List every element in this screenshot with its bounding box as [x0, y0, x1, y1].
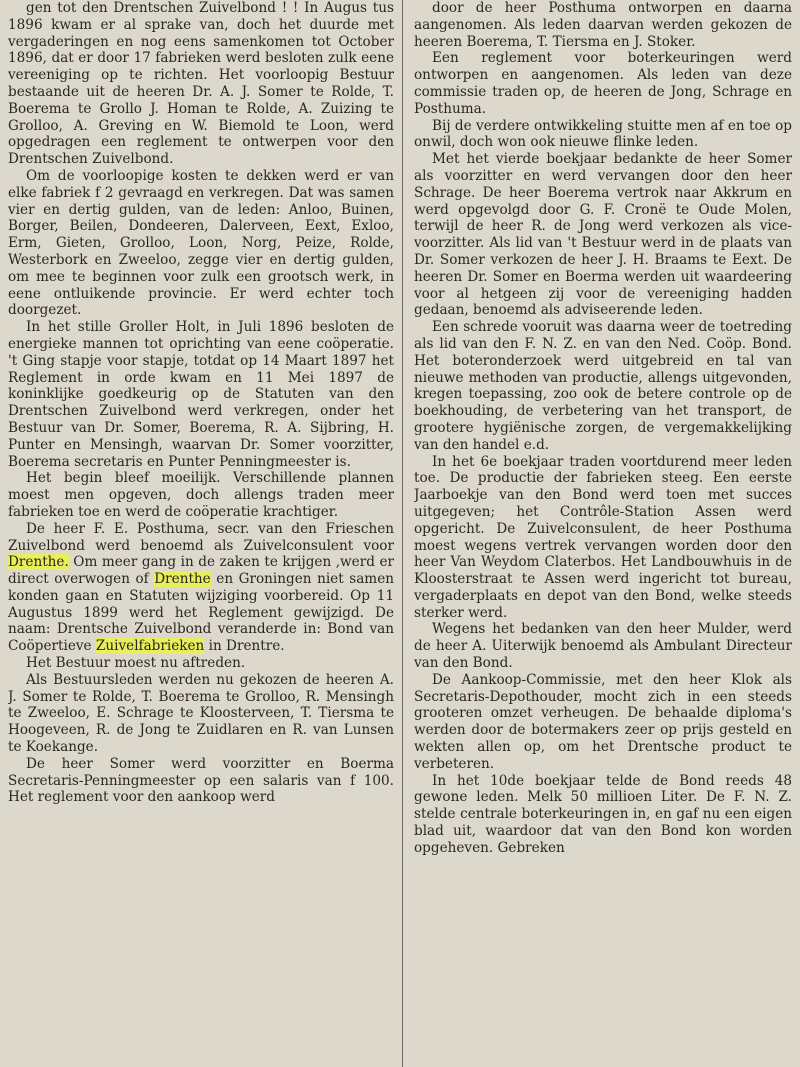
paragraph-text: Het begin bleef moeilijk. Verschillende plannen moest men opgeven, doch allengs traden meer fabrieken toe en werd de coöperatie krachtiger. [8, 470, 394, 520]
paragraph [414, 118, 792, 152]
paragraph [8, 168, 394, 319]
paragraph [414, 50, 792, 117]
highlighted-term: Zuivelfabrieken [95, 638, 205, 655]
paragraph-text: De heer Somer werd voorzitter en Boerma Secretaris-Penningmeester op een salaris van f 100. Het reglement voor den aankoop werd [8, 755, 394, 806]
paragraph-text: In het stille Groller Holt, in Juli 1896 besloten de energieke mannen tot oprichting van eene coöperatie. 't Ging stapje voor stapje, totdat op 14 Maart 1897 het Reglement in orde kwam en 11 Mei 1897 de koninklijke goedkeurig op de Statuten van den Drentschen Zuivelbond werd verkregen, onder het Bestuur van Dr. Somer, Boerema, R. A. Sijbring, H. Punter en Mensingh, waarvan Dr. Somer voorzitter, Boerema secretaris en Punter Penningmeester is. [8, 319, 394, 470]
paragraph [8, 756, 394, 806]
column-divider [402, 0, 403, 1067]
left-column [8, 0, 394, 1067]
paragraph [8, 655, 394, 672]
paragraph-text: Met het vierde boekjaar bedankte de heer Somer als voorzitter en werd vervangen door den heer Schrage. De heer Boerema vertrok naar Akkrum en werd opgevolgd door G. F. Cronë te Oude Molen, terwijl de heer R. de Jong werd verkozen als vice-voorzitter. Als lid van 't Bestuur werd in de plaats van Dr. Somer verkozen de heer J. H. Braams te Eext. De heeren Dr. Somer en Boerma werden uit waardeering voor al hetgeen zij voor de vereeniging hadden gedaan, benoemd als adviseerende leden. [414, 151, 792, 319]
paragraph-text: en Groningen niet samen konden gaan en Statuten wijziging voorbereid. Op 11 Augustus 1899 werd het Reglement gewijzigd. De naam: Drentsche Zuivelbond veranderde in: Bond van Coöpertieve [8, 571, 394, 655]
paragraph-text: Als Bestuursleden werden nu gekozen de heeren A. J. Somer te Rolde, T. Boerema te Grolloo, R. Mensingh te Zweeloo, E. Schrage te Kloosterveen, T. Tiersma te Hoogeveen, R. de Jong te Zuidlaren en R. van Lunsen te Koekange. [8, 671, 394, 756]
paragraph [8, 0, 394, 168]
paragraph-text: in Drentre. [204, 638, 285, 655]
paragraph-text: De heer F. E. Posthuma, secr. van den Frieschen Zuivelbond werd benoemd als Zuivelconsulent voor [8, 520, 394, 554]
paragraph [8, 672, 394, 756]
paragraph-text: Het Bestuur moest nu aftreden. [26, 655, 246, 672]
paragraph-text: door de heer Posthuma ontworpen en daarna aangenomen. Als leden daarvan werden gekozen de heeren Boerema, T. Tiersma en J. Stoker. [414, 0, 792, 50]
paragraph [414, 773, 792, 857]
paragraph [414, 0, 792, 50]
paragraph-text: Om meer gang in de zaken te krijgen ,werd er direct overwogen of [8, 554, 394, 588]
paragraph [414, 672, 792, 773]
paragraph-text: Een reglement voor boterkeuringen werd ontworpen en aangenomen. Als leden van deze commissie traden op, de heeren de Jong, Schrage en Posthuma. [414, 50, 792, 117]
paragraph [8, 470, 394, 520]
paragraph [8, 521, 394, 655]
paragraph [414, 454, 792, 622]
paragraph [8, 319, 394, 470]
paragraph-text: In het 6e boekjaar traden voortdurend meer leden toe. De productie der fabrieken steeg. Een eerste Jaarboekje van den Bond werd toen met succes uitgegeven; het Contrôle-Station Assen werd opgericht. De Zuivelconsulent, de heer Posthuma moest wegens vertrek vervangen worden door den heer Van Weydom Claterbos. Het Landbouwhuis in de Kloosterstraat te Assen werd ingericht tot bureau, vergaderplaats en depot van den Bond, welke steeds sterker werd. [414, 453, 792, 621]
paragraph [414, 319, 792, 453]
paragraph [414, 621, 792, 671]
right-column [414, 0, 792, 1067]
paragraph [414, 151, 792, 319]
paragraph-text: Bij de verdere ontwikkeling stuitte men af en toe op onwil, doch won ook nieuwe flinke leden. [414, 117, 792, 151]
paragraph-text: Wegens het bedanken van den heer Mulder, werd de heer A. Uiterwijk benoemd als Ambulant Directeur van den Bond. [414, 621, 792, 672]
highlighted-term: Drenthe [154, 571, 211, 588]
paragraph-text: Een schrede vooruit was daarna weer de toetreding als lid van den F. N. Z. en van den Ned. Coöp. Bond. Het boteronderzoek werd uitgebreid en tal van nieuwe methoden van productie, allengs uitgevonden, kregen toepassing, zoo ook de betere controle op de boekhouding, de verbetering van het transport, de grootere hygiënische zorgen, de vergemakkelijking van den handel e.d. [414, 319, 792, 453]
paragraph-text: gen tot den Drentschen Zuivelbond ! ! In Augus tus 1896 kwam er al sprake van, doch het duurde met vergaderingen en nog eens samenkomen tot October 1896, dat er door 17 fabrieken werd besloten zulk eene vereeniging op te richten. Het voorloopig Bestuur bestaande uit de heeren Dr. A. J. Somer te Rolde, T. Boerema te Grollo J. Homan te Rolde, A. Zuizing te Grolloo, A. Greving en W. Biemold te Loon, werd opgedragen een reglement te ontwerpen voor den Drentschen Zuivelbond. [8, 0, 394, 168]
paragraph-text: In het 10de boekjaar telde de Bond reeds 48 gewone leden. Melk 50 millioen Liter. De F. N. Z. stelde centrale boterkeuringen in, en gaf nu een eigen blad uit, waardoor dat van den Bond kon worden opgeheven. Gebreken [414, 772, 792, 856]
paragraph-text: De Aankoop-Commissie, met den heer Klok als Secretaris-Depothouder, mocht zich in een steeds grooteren omzet verheugen. De behaalde diploma's werden door de botermakers zeer op prijs gesteld en wekten allen op, om het Drentsche product te verbeteren. [414, 671, 792, 772]
highlighted-term: Drenthe. [8, 554, 69, 571]
paragraph-text: Om de voorloopige kosten te dekken werd er van elke fabriek f 2 gevraagd en verkregen. Dat was samen vier en dertig gulden, van de leden: Anloo, Buinen, Borger, Beilen, Dondeeren, Dalerveen, Eext, Exloo, Erm, Gieten, Grolloo, Loon, Norg, Peize, Rolde, Westerbork en Zweeloo, zegge vier en dertig gulden, om mee te beginnen voor zulk een grootsch werk, in eene ontluikende provincie. Er werd echter toch doorgezet. [8, 167, 394, 319]
